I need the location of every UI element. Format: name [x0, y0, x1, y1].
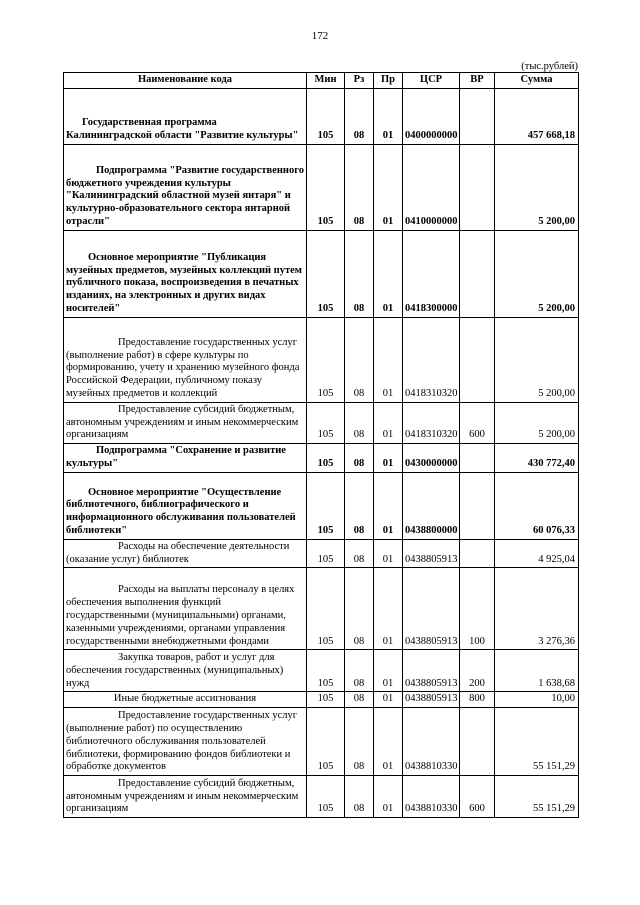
- row-min: 105: [307, 568, 345, 650]
- row-vr: 600: [460, 402, 495, 443]
- table-row: [64, 144, 579, 230]
- table-row: [64, 692, 579, 708]
- row-rz: 08: [345, 650, 374, 692]
- row-rz: 08: [345, 317, 374, 402]
- row-sum: 60 076,33: [495, 472, 579, 539]
- row-min: 105: [307, 692, 345, 708]
- row-name: Государственная программа Калининградской области "Развитие культуры": [64, 88, 307, 144]
- row-min: 105: [307, 144, 345, 230]
- row-csr: 0410000000: [403, 144, 460, 230]
- table-row: [64, 88, 579, 144]
- row-pr: 01: [374, 317, 403, 402]
- table-row: [64, 317, 579, 402]
- row-name: Предоставление субсидий бюджетным, автономным учреждениям и иным некоммерческим организациям: [64, 776, 307, 818]
- row-csr: 0418310320: [403, 402, 460, 443]
- budget-table: [63, 72, 579, 818]
- row-rz: 08: [345, 708, 374, 776]
- header-pr: Пр: [374, 73, 403, 89]
- row-pr: 01: [374, 708, 403, 776]
- header-min: Мин: [307, 73, 345, 89]
- row-min: 105: [307, 708, 345, 776]
- row-vr: [460, 230, 495, 317]
- row-sum: 55 151,29: [495, 708, 579, 776]
- row-vr: [460, 444, 495, 473]
- header-name: Наименование кода: [64, 73, 307, 89]
- row-vr: 100: [460, 568, 495, 650]
- row-csr: 0438805913: [403, 650, 460, 692]
- table-row: [64, 776, 579, 818]
- table-row: [64, 230, 579, 317]
- row-sum: 430 772,40: [495, 444, 579, 473]
- row-name: Предоставление субсидий бюджетным, автономным учреждениям и иным некоммерческим организациям: [64, 402, 307, 443]
- row-sum: 4 925,04: [495, 539, 579, 568]
- table-row: [64, 650, 579, 692]
- table-row: [64, 708, 579, 776]
- row-pr: 01: [374, 539, 403, 568]
- row-rz: 08: [345, 776, 374, 818]
- row-rz: 08: [345, 472, 374, 539]
- row-name: Закупка товаров, работ и услуг для обеспечения государственных (муниципальных) нужд: [64, 650, 307, 692]
- row-vr: [460, 317, 495, 402]
- row-vr: [460, 708, 495, 776]
- row-csr: 0418310320: [403, 317, 460, 402]
- row-pr: 01: [374, 444, 403, 473]
- row-min: 105: [307, 402, 345, 443]
- row-pr: 01: [374, 402, 403, 443]
- row-rz: 08: [345, 444, 374, 473]
- row-vr: [460, 88, 495, 144]
- row-csr: 0438805913: [403, 692, 460, 708]
- row-pr: 01: [374, 230, 403, 317]
- table-row: [64, 568, 579, 650]
- row-sum: 3 276,36: [495, 568, 579, 650]
- row-name: Основное мероприятие "Публикация музейных предметов, музейных коллекций путем публичного показа, воспроизведения в печатных изданиях, на электронных и других видах носителей": [64, 230, 307, 317]
- row-sum: 1 638,68: [495, 650, 579, 692]
- row-sum: 457 668,18: [495, 88, 579, 144]
- table-row: [64, 539, 579, 568]
- row-sum: 55 151,29: [495, 776, 579, 818]
- row-min: 105: [307, 230, 345, 317]
- row-csr: 0418300000: [403, 230, 460, 317]
- row-name: Основное мероприятие "Осуществление библиотечного, библиографического и информационного обслуживания пользователей библиотеки": [64, 472, 307, 539]
- row-rz: 08: [345, 568, 374, 650]
- row-name: Расходы на обеспечение деятельности (оказание услуг) библиотек: [64, 539, 307, 568]
- row-sum: 5 200,00: [495, 230, 579, 317]
- row-name: Предоставление государственных услуг (выполнение работ) по осуществлению библиотечного обслуживания пользователей библиотеки, формированию фондов библиотеки и обработке документов: [64, 708, 307, 776]
- page-number: 172: [311, 30, 329, 42]
- row-vr: [460, 144, 495, 230]
- row-csr: 0438805913: [403, 539, 460, 568]
- row-sum: 5 200,00: [495, 144, 579, 230]
- row-pr: 01: [374, 568, 403, 650]
- row-rz: 08: [345, 402, 374, 443]
- row-csr: 0400000000: [403, 88, 460, 144]
- row-vr: 200: [460, 650, 495, 692]
- row-name: Подпрограмма "Развитие государственного бюджетного учреждения культуры "Калининградский областной музей янтаря" и культурно-образовательного сектора янтарной отрасли": [64, 144, 307, 230]
- table-row: [64, 402, 579, 443]
- table-row: [64, 472, 579, 539]
- row-rz: 08: [345, 230, 374, 317]
- row-pr: 01: [374, 472, 403, 539]
- row-min: 105: [307, 650, 345, 692]
- row-sum: 5 200,00: [495, 317, 579, 402]
- row-rz: 08: [345, 692, 374, 708]
- row-min: 105: [307, 317, 345, 402]
- header-rz: Рз: [345, 73, 374, 89]
- row-min: 105: [307, 776, 345, 818]
- row-csr: 0430000000: [403, 444, 460, 473]
- row-vr: 800: [460, 692, 495, 708]
- row-sum: 10,00: [495, 692, 579, 708]
- row-name: Расходы на выплаты персоналу в целях обеспечения выполнения функций государственными (муниципальными) органами, казенными учреждениями, органами управления государственными внебюджетными фондами: [64, 568, 307, 650]
- row-pr: 01: [374, 650, 403, 692]
- table-row: [64, 444, 579, 473]
- row-pr: 01: [374, 776, 403, 818]
- row-rz: 08: [345, 539, 374, 568]
- header-sum: Сумма: [495, 73, 579, 89]
- row-pr: 01: [374, 88, 403, 144]
- row-csr: 0438810330: [403, 708, 460, 776]
- row-min: 105: [307, 444, 345, 473]
- row-min: 105: [307, 539, 345, 568]
- row-name: Предоставление государственных услуг (выполнение работ) в сфере культуры по формированию, учету и хранению музейного фонда Российской Федерации, публичному показу музейных предметов и коллекций: [64, 317, 307, 402]
- row-pr: 01: [374, 144, 403, 230]
- row-min: 105: [307, 472, 345, 539]
- row-rz: 08: [345, 144, 374, 230]
- table-header-row: [64, 73, 579, 89]
- row-vr: 600: [460, 776, 495, 818]
- row-rz: 08: [345, 88, 374, 144]
- row-pr: 01: [374, 692, 403, 708]
- units-label: (тыс.рублей): [521, 61, 578, 72]
- row-vr: [460, 539, 495, 568]
- row-name: Иные бюджетные ассигнования: [64, 692, 307, 708]
- row-min: 105: [307, 88, 345, 144]
- row-vr: [460, 472, 495, 539]
- row-name: Подпрограмма "Сохранение и развитие культуры": [64, 444, 307, 473]
- header-vr: ВР: [460, 73, 495, 89]
- row-csr: 0438810330: [403, 776, 460, 818]
- row-csr: 0438805913: [403, 568, 460, 650]
- row-sum: 5 200,00: [495, 402, 579, 443]
- header-csr: ЦСР: [403, 73, 460, 89]
- row-csr: 0438800000: [403, 472, 460, 539]
